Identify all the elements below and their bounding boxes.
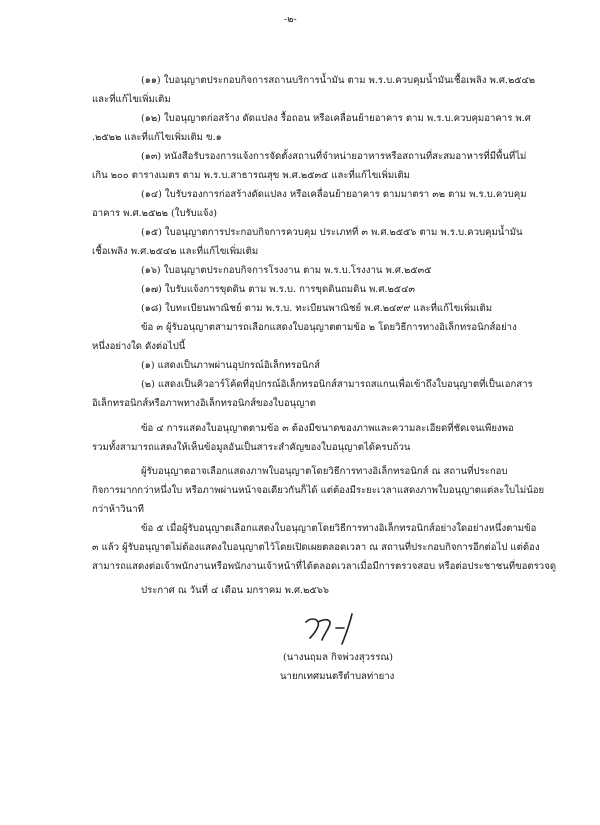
item-18: (๑๘) ใบทะเบียนพาณิชย์ ตาม พ.ร.บ. ทะเบียนพาณิชย์ พ.ศ.๒๔๙๙ และที่แก้ไขเพิ่มเติม xyxy=(141,303,493,314)
item-13-line1: (๑๓) หนังสือรับรองการแจ้งการจัดตั้งสถานที่จำหน่ายอาหารหรือสถานที่สะสมอาหารที่มีพื้นที่ไม่ xyxy=(141,151,527,162)
clause-5-line1: ข้อ ๕ เมื่อผู้รับอนุญาตเลือกแสดงใบอนุญาตโดยวิธีการทางอิเล็กทรอนิกส์อย่างใดอย่างหนึ่งตามข้อ xyxy=(141,523,537,534)
item-14-line2: อาคาร พ.ศ.๒๕๒๒ (ใบรับแจ้ง) xyxy=(92,208,217,219)
clause-3-sub2-line2: อิเล็กทรอนิกส์หรือภาพทางอิเล็กทรอนิกส์ของใบอนุญาต xyxy=(92,398,316,409)
item-11-line1: (๑๑) ใบอนุญาตประกอบกิจการสถานบริการน้ำมัน ตาม พ.ร.บ.ควบคุมน้ำมันเชื้อเพลิง พ.ศ.๒๕๔๒ xyxy=(141,75,536,86)
clause-4-line2: รวมทั้งสามารถแสดงให้เห็นข้อมูลอันเป็นสาระสำคัญของใบอนุญาตได้ครบถ้วน xyxy=(92,442,411,453)
item-15-line1: (๑๕) ใบอนุญาตการประกอบกิจการควบคุม ประเภทที่ ๓ พ.ศ.๒๕๕๖ ตาม พ.ร.บ.ควบคุมน้ำมัน xyxy=(141,227,523,238)
clause-4-para2-line2: กิจการมากกว่าหนึ่งใบ หรือภาพผ่านหน้าจอเดียวกันก็ได้ แต่ต้องมีระยะเวลาแสดงภาพใบอนุญาตแต่ละใบไม่น้อย xyxy=(92,485,545,496)
item-17: (๑๗) ใบรับแจ้งการขุดดิน ตาม พ.ร.บ. การขุดดินถมดิน พ.ศ.๒๕๔๓ xyxy=(141,284,415,295)
item-16: (๑๖) ใบอนุญาตประกอบกิจการโรงงาน ตาม พ.ร.บ.โรงงาน พ.ศ.๒๕๓๕ xyxy=(141,265,432,276)
clause-3-line2: หนึ่งอย่างใด ดังต่อไปนี้ xyxy=(92,341,186,352)
item-13-line2: เกิน ๒๐๐ ตารางเมตร ตาม พ.ร.บ.สาธารณสุข พ.ศ.๒๕๓๕ และที่แก้ไขเพิ่มเติม xyxy=(92,170,411,181)
signatory-title: นายกเทศมนตรีตำบลท่ายาง xyxy=(280,671,395,682)
clause-3-line1: ข้อ ๓ ผู้รับอนุญาตสามารถเลือกแสดงใบอนุญาตตามข้อ ๒ โดยวิธีการทางอิเล็กทรอนิกส์อย่าง xyxy=(141,322,517,333)
item-14-line1: (๑๔) ใบรับรองการก่อสร้างดัดแปลง หรือเคลื่อนย้ายอาคาร ตามมาตรา ๓๒ ตาม พ.ร.บ.ควบคุม xyxy=(141,189,527,200)
clause-4-para2-line3: กว่าห้าวินาที xyxy=(92,504,144,515)
clause-4-para2-line1: ผู้รับอนุญาตอาจเลือกแสดงภาพใบอนุญาตโดยวิธีการทางอิเล็กทรอนิกส์ ณ สถานที่ประกอบ xyxy=(141,466,508,477)
clause-3-sub1: (๑) แสดงเป็นภาพผ่านอุปกรณ์อิเล็กทรอนิกส์ xyxy=(141,360,321,371)
handwritten-signature xyxy=(300,608,370,648)
item-15-line2: เชื้อเพลิง พ.ศ.๒๕๔๒ และที่แก้ไขเพิ่มเติม xyxy=(92,246,259,257)
clause-4-line1: ข้อ ๔ การแสดงใบอนุญาตตามข้อ ๓ ต้องมีขนาดของภาพและความละเอียดที่ชัดเจนเพียงพอ xyxy=(141,423,514,434)
item-11-line2: และที่แก้ไขเพิ่มเติม xyxy=(92,94,171,105)
clause-3-sub2-line1: (๒) แสดงเป็นคิวอาร์โค้ดที่อุปกรณ์อิเล็กทรอนิกส์สามารถสแกนเพื่อเข้าถึงใบอนุญาตที่เป็นเอกสาร xyxy=(141,379,533,390)
item-12-line2: .๒๕๒๒ และที่แก้ไขเพิ่มเติม ข.๑ xyxy=(92,132,222,143)
page-number: -๒- xyxy=(284,14,297,25)
clause-5-line3: สามารถแสดงต่อเจ้าพนักงานหรือพนักงานเจ้าหน้าที่ได้ตลอดเวลาเมื่อมีการตรวจสอบ หรือต่อประชาชนที่ขอตรวจดู xyxy=(92,561,557,572)
signatory-name: (นางนฤมล กิจพ่วงสุวรรณ) xyxy=(283,652,394,663)
clause-5-line2: ๓ แล้ว ผู้รับอนุญาตไม่ต้องแสดงใบอนุญาตไว้โดยเปิดเผยตลอดเวลา ณ สถานที่ประกอบกิจการอีกต่อไป แต่ต้อง xyxy=(92,542,540,553)
announcement-date: ประกาศ ณ วันที่ ๔ เดือน มกราคม พ.ศ.๒๕๖๖ xyxy=(141,585,329,596)
item-12-line1: (๑๒) ใบอนุญาตก่อสร้าง ดัดแปลง รื้อถอน หรือเคลื่อนย้ายอาคาร ตาม พ.ร.บ.ควบคุมอาคาร พ.ศ xyxy=(141,113,531,124)
